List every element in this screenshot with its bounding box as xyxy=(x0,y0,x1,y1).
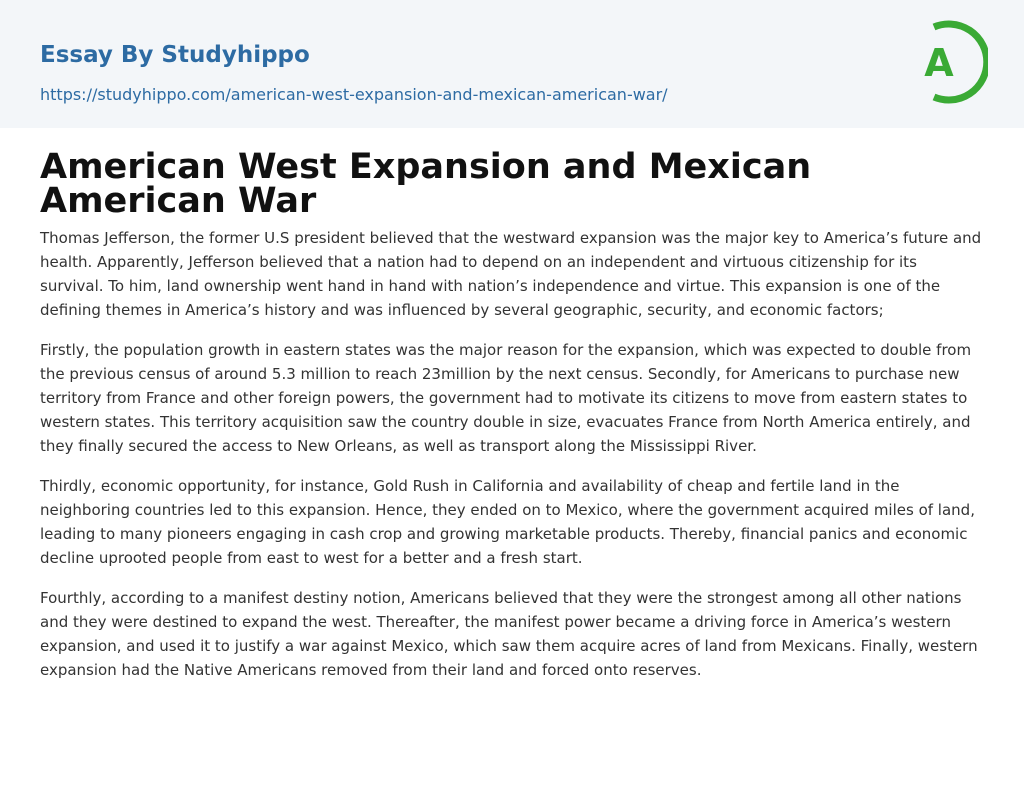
studyhippo-logo-icon[interactable] xyxy=(912,18,988,106)
site-header xyxy=(0,0,1024,128)
article-paragraph: Thomas Jefferson, the former U.S president believed that the westward expansion was the major key to America’s future and health. Apparently, Jefferson believed that a nation had to depend on an independent and virtuous citizenship for its survival. To him, land ownership went hand in hand with nation’s independence and virtue. This expansion is one of the defining themes in America’s history and was influenced by several geographic, security, and economic factors; xyxy=(40,229,982,319)
page-url-link[interactable]: https://studyhippo.com/american-west-expansion-and-mexican-american-war/ xyxy=(40,85,668,104)
article-paragraph: Fourthly, according to a manifest destiny notion, Americans believed that they were the strongest among all other nations and they were destined to expand the west. Thereafter, the manifest power became a driving force in America’s western expansion, and used it to justify a war against Mexico, which saw them acquire acres of land from Mexicans. Finally, western expansion had the Native Americans removed from their land and forced onto reserves. xyxy=(40,589,978,679)
site-brand[interactable]: Essay By Studyhippo xyxy=(40,42,310,68)
article-paragraph: Firstly, the population growth in eastern states was the major reason for the expansion, which was expected to double from the previous census of around 5.3 million to reach 23million by the next census. Secondly, for Americans to purchase new territory from France and other foreign powers, the government had to motivate its citizens to move from eastern states to western states. This territory acquisition saw the country double in size, evacuates France from North America entirely, and they finally secured the access to New Orleans, as well as transport along the Mississippi River. xyxy=(40,341,972,455)
article-body xyxy=(0,218,1024,682)
article-paragraph: Thirdly, economic opportunity, for instance, Gold Rush in California and availability of cheap and fertile land in the neighboring countries led to this expansion. Hence, they ended on to Mexico, where the government acquired miles of land, leading to many pioneers engaging in cash crop and growing marketable products. Thereby, financial panics and economic decline uprooted people from east to west for a better and a fresh start. xyxy=(40,477,975,567)
page-title: American West Expansion and Mexican American War xyxy=(40,147,812,221)
logo-letter: A xyxy=(924,41,954,85)
